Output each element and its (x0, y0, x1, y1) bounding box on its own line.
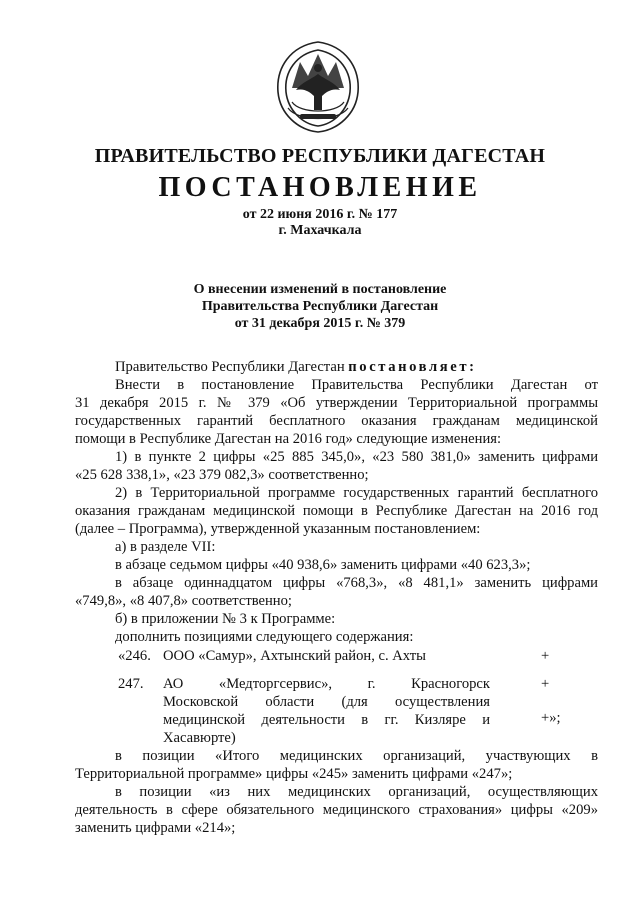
position-name: ООО «Самур», Ахтынский район, с. Ахты (163, 648, 426, 664)
item-line: 1) в пункте 2 цифры «25 885 345,0», «23 580 381,0» заменить цифрами (115, 449, 598, 465)
tail-line: заменить цифрами «214»; (75, 820, 236, 836)
coat-of-arms-emblem (270, 38, 366, 134)
subitem-line: «749,8», «8 407,8» соответственно; (75, 593, 292, 609)
intro-decrees: постановляет: (348, 359, 477, 375)
paragraph-line: помощи в Республике Дагестан на 2016 год» следующие изменения: (75, 431, 502, 447)
paragraph-line: Внести в постановление Правительства Республики Дагестан от (115, 377, 598, 393)
position-name: Московской области (для осуществления (163, 694, 490, 710)
subitem-line: а) в разделе VII: (115, 539, 216, 555)
position-name: медицинской деятельности в гг. Кизляре и (163, 712, 490, 728)
subject-line: О внесении изменений в постановление (193, 282, 447, 297)
subitem-line: дополнить позициями следующего содержания: (115, 629, 414, 645)
decree-subject (0, 281, 640, 332)
intro-prefix: Правительство Республики Дагестан (115, 359, 349, 375)
position-mark: +»; (541, 710, 561, 726)
government-name: ПРАВИТЕЛЬСТВО РЕСПУБЛИКИ ДАГЕСТАН (94, 145, 546, 167)
subject-line: Правительства Республики Дагестан (201, 299, 439, 314)
position-mark: + (541, 676, 550, 692)
decree-city: г. Махачкала (278, 223, 362, 238)
tail-line: в позиции «Итого медицинских организаций, участвующих в (115, 748, 598, 764)
subitem-line: в абзаце седьмом цифры «40 938,6» заменить цифрами «40 623,3»; (115, 557, 531, 573)
subitem-line: б) в приложении № 3 к Программе: (115, 611, 336, 627)
paragraph-line: государственных гарантий бесплатного оказания гражданам медицинской (75, 413, 598, 429)
position-name: АО «Медторгсервис», г. Красногорск (163, 676, 490, 692)
tail-line: деятельность в сфере обязательного медицинского страхования» цифры «209» (75, 802, 598, 818)
tail-line: в позиции «из них медицинских организаций, осуществляющих (115, 784, 598, 800)
document-type: ПОСТАНОВЛЕНИЕ (158, 172, 482, 203)
position-number: 247. (118, 676, 144, 692)
intro-line (115, 359, 477, 376)
decree-date-number: от 22 июня 2016 г. № 177 (242, 207, 398, 222)
subject-line: от 31 декабря 2015 г. № 379 (234, 316, 406, 331)
item-line: «25 628 338,1», «23 379 082,3» соответственно; (75, 467, 369, 483)
item-line: 2) в Территориальной программе государственных гарантий бесплатного (115, 485, 598, 501)
position-mark: + (541, 648, 550, 664)
paragraph-line: 31 декабря 2015 г. № 379 «Об утверждении Территориальной программы (75, 395, 598, 411)
position-number: «246. (118, 648, 151, 664)
subitem-line: в абзаце одиннадцатом цифры «768,3», «8 481,1» заменить цифрами (115, 575, 598, 591)
position-name: Хасавюрте) (163, 730, 236, 746)
tail-line: Территориальной программе» цифры «245» заменить цифрами «247»; (75, 766, 513, 782)
item-line: (далее – Программа), утвержденной указанным постановлением: (75, 521, 481, 537)
item-line: оказания гражданам медицинской помощи в Республике Дагестан на 2016 год (75, 503, 598, 519)
